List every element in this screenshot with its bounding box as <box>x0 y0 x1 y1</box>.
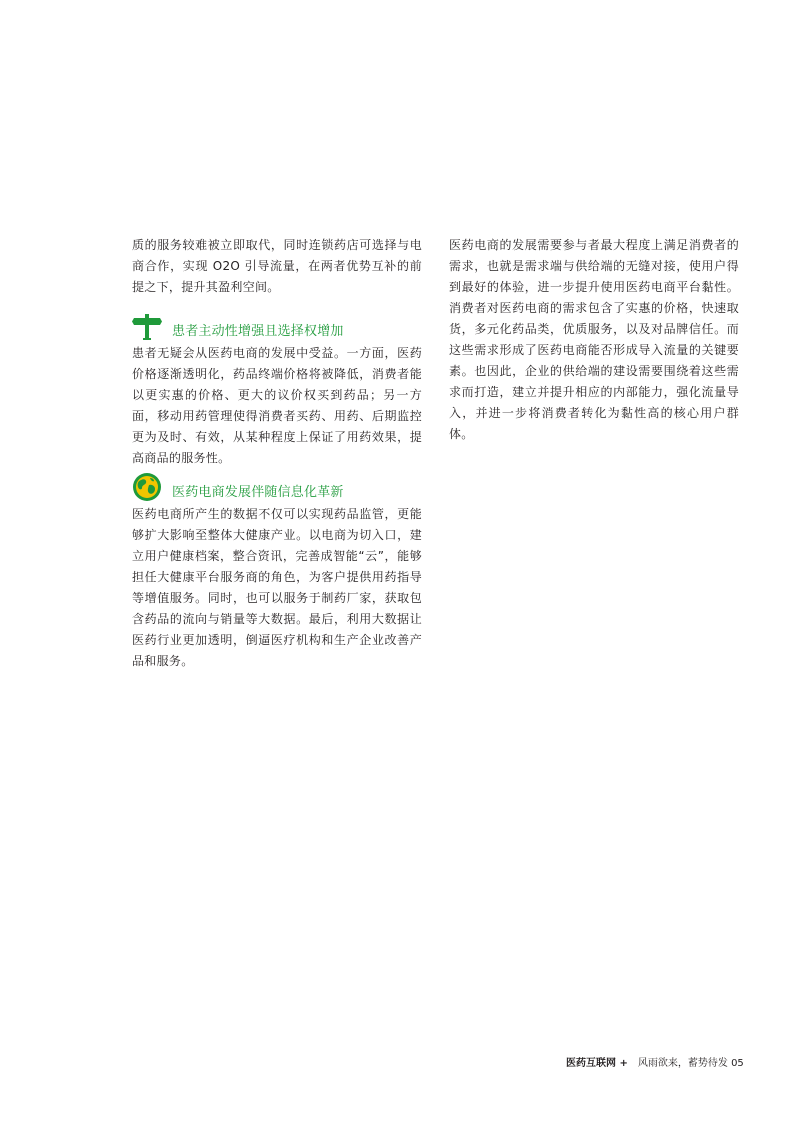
right-column <box>449 235 739 445</box>
left-intro-paragraph: 质的服务较难被立即取代，同时连锁药店可选择与电商合作，实现 O2O 引导流量，在两者优势互补的前提之下，提升其盈利空间。 <box>132 238 422 294</box>
section-digital-transformation <box>132 472 422 672</box>
page-footer <box>566 1054 744 1069</box>
right-column-paragraph: 医药电商的发展需要参与者最大程度上满足消费者的需求，也就是需求端与供给端的无缝对接，使用户得到最好的体验，进一步提升使用医药电商平台黏性。消费者对医药电商的需求包含了实惠的价格，快速取货，多元化药品类，优质服务，以及对品牌信任。而这些需求形成了医药电商能否形成导入流量的关键要素。也因此，企业的供给端的建设需要围绕着这些需求而打造，建立并提升相应的内部能力，强化流量导入，并进一步将消费者转化为黏性高的核心用户群体。 <box>449 238 739 441</box>
section-body: 患者无疑会从医药电商的发展中受益。一方面，医药价格逐渐透明化，药品终端价格将被降低，消费者能以更实惠的价格、更大的议价权买到药品；另一方面，移动用药管理使得消费者买药、用药、后期监控更为及时、有效，从某种程度上保证了用药效果，提高商品的服务性。 <box>132 346 422 465</box>
signpost-icon <box>132 311 162 341</box>
globe-icon <box>132 472 162 502</box>
section-heading <box>132 472 422 504</box>
page-number: 05 <box>731 1058 744 1069</box>
footer-tagline: 风雨欲来，蓄势待发 <box>637 1058 728 1069</box>
section-title: 医药电商发展伴随信息化革新 <box>172 485 344 500</box>
section-patient-choice <box>132 311 422 469</box>
section-title: 患者主动性增强且选择权增加 <box>172 324 344 339</box>
footer-brand: 医药互联网 + <box>566 1058 628 1069</box>
section-heading <box>132 311 422 343</box>
section-body: 医药电商所产生的数据不仅可以实现药品监管，更能够扩大影响至整体大健康产业。以电商为切入口，建立用户健康档案，整合资讯，完善成智能“云”，能够担任大健康平台服务商的角色，为客户提供用药指导等增值服务。同时，也可以服务于制药厂家，获取包含药品的流向与销量等大数据。最后，利用大数据让医药行业更加透明，倒逼医疗机构和生产企业改善产品和服务。 <box>132 507 422 668</box>
left-intro <box>132 235 422 298</box>
